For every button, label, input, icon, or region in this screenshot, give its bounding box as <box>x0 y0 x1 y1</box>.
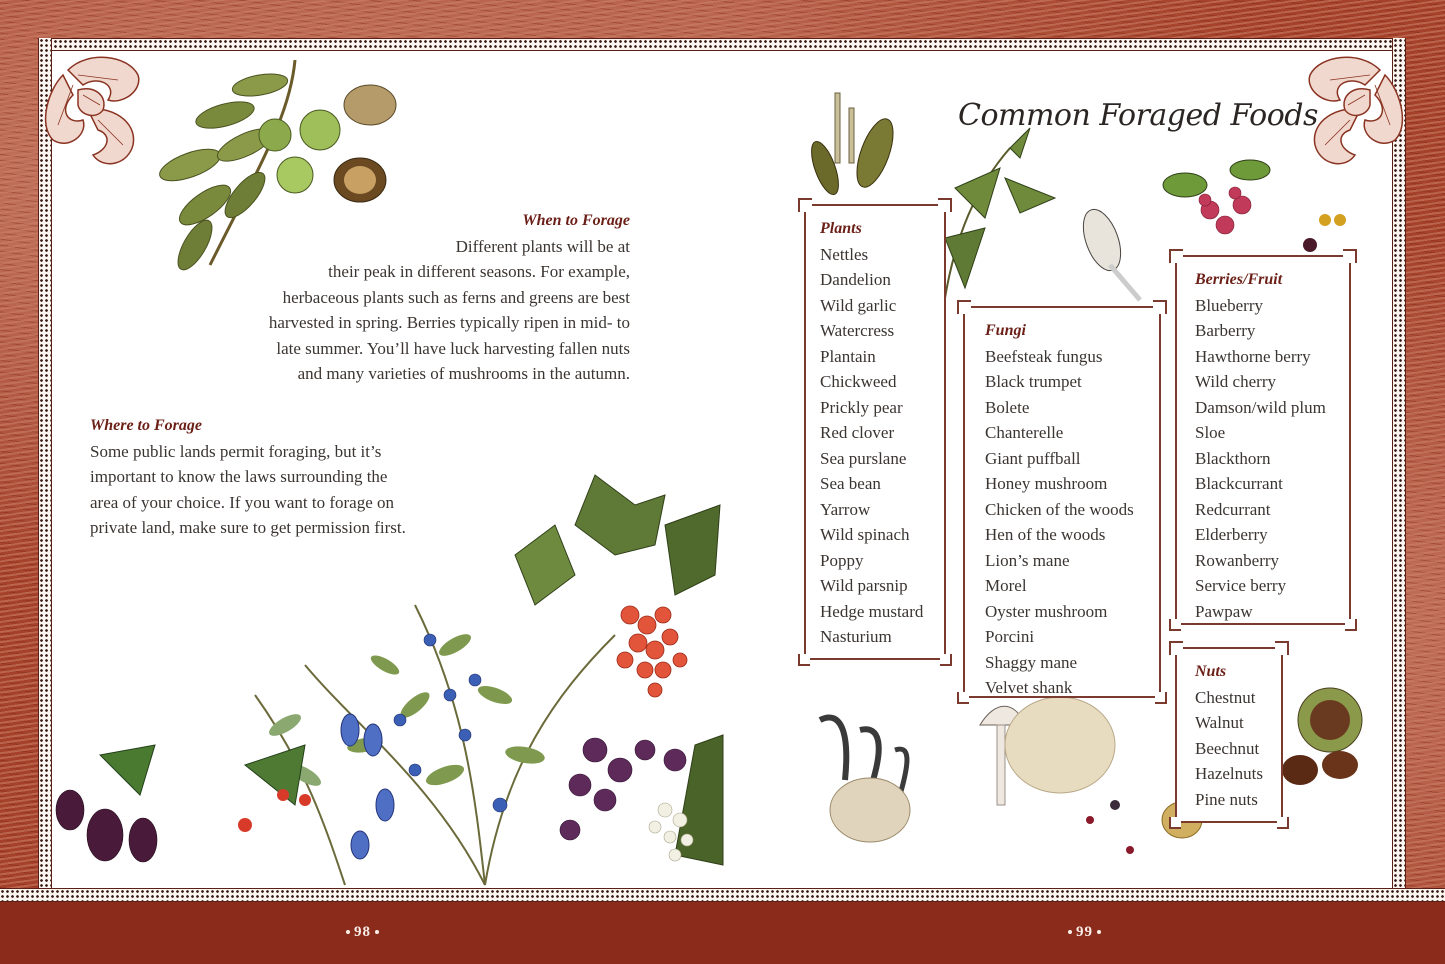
list-item: Nettles <box>820 244 869 264</box>
page-number-value: 99 <box>1076 924 1093 940</box>
raspberry-illustration <box>1160 155 1360 265</box>
list-heading: Berries/Fruit <box>1195 271 1283 288</box>
list-item: Poppy <box>820 550 864 570</box>
plants-list <box>820 242 944 650</box>
list-item: Chicken of the woods <box>985 499 1134 519</box>
paragraph-line: important to know the laws surrounding the <box>90 467 388 486</box>
list-item: Barberry <box>1195 321 1256 340</box>
plants-list-box <box>804 204 946 660</box>
list-item: Sea bean <box>820 474 881 493</box>
page-number-right <box>1064 924 1105 941</box>
list-item: Wild spinach <box>820 525 910 544</box>
list-item: Wild cherry <box>1195 372 1276 391</box>
list-item: Blueberry <box>1195 295 1263 315</box>
where-to-forage-section <box>90 413 470 541</box>
list-item: Shaggy mane <box>985 652 1078 672</box>
paragraph-line: their peak in different seasons. For example, <box>328 262 630 281</box>
when-to-forage-section <box>190 208 630 387</box>
list-item: Nasturium <box>820 627 892 646</box>
dotted-border-top <box>38 38 1406 51</box>
paragraph-line: and many varieties of mushrooms in the autumn. <box>297 364 630 383</box>
list-item: Pawpaw <box>1195 601 1253 621</box>
nuts-list <box>1195 685 1281 813</box>
paragraph-line: area of your choice. If you want to forage on <box>90 492 394 512</box>
list-item: Porcini <box>985 627 1035 646</box>
bullet-icon <box>375 930 379 934</box>
list-item: Hedge mustard <box>820 601 924 621</box>
list-item: Hazelnuts <box>1195 764 1263 783</box>
paragraph-line: Some public lands permit foraging, but it’s <box>90 441 382 461</box>
list-item: Service berry <box>1195 576 1287 595</box>
list-heading: Fungi <box>985 322 1026 339</box>
list-item: Wild garlic <box>820 295 897 315</box>
list-heading: Plants <box>820 220 862 237</box>
flower-ornament-icon <box>18 30 168 180</box>
list-item: Honey mushroom <box>985 474 1108 493</box>
paragraph-line: harvested in spring. Berries typically ripen in mid- to <box>268 313 630 332</box>
nuts-list-box <box>1175 647 1283 823</box>
list-item: Black trumpet <box>985 372 1082 391</box>
list-item: Watercress <box>820 321 895 340</box>
list-item: Lion’s mane <box>985 550 1070 570</box>
list-item: Sea purslane <box>820 448 907 468</box>
shaggy-mane-illustration <box>1080 205 1150 305</box>
page-number-value: 98 <box>354 924 371 940</box>
list-item: Rowanberry <box>1195 550 1280 570</box>
list-item: Morel <box>985 576 1027 595</box>
list-item: Chanterelle <box>985 423 1064 442</box>
black-trumpet-lions-mane-illustration <box>800 700 970 850</box>
list-item: Hen of the woods <box>985 525 1106 544</box>
berries-list <box>1195 293 1349 625</box>
list-item: Blackthorn <box>1195 448 1271 468</box>
list-item: Redcurrant <box>1195 499 1271 519</box>
list-item: Walnut <box>1195 713 1244 732</box>
list-item: Chickweed <box>820 372 897 391</box>
list-item: Beechnut <box>1195 738 1260 758</box>
list-item: Yarrow <box>820 499 871 519</box>
list-item: Oyster mushroom <box>985 601 1108 621</box>
puffball-mushroom-illustration <box>975 695 1155 865</box>
list-item: Prickly pear <box>820 397 903 417</box>
list-item: Velvet shank <box>985 678 1073 697</box>
list-item: Blackcurrant <box>1195 474 1283 493</box>
fungi-list-box <box>963 306 1161 698</box>
dotted-border-bottom <box>0 888 1445 902</box>
list-item: Elderberry <box>1195 525 1268 544</box>
list-item: Pine nuts <box>1195 789 1258 809</box>
paragraph-line: late summer. You’ll have luck harvesting fallen nuts <box>276 338 630 358</box>
footer-band <box>0 902 1445 964</box>
list-item: Wild parsnip <box>820 576 908 595</box>
berries-list-box <box>1175 255 1351 625</box>
page-number-left <box>342 924 383 941</box>
list-item: Chestnut <box>1195 687 1256 707</box>
list-item: Beefsteak fungus <box>985 346 1103 366</box>
bullet-icon <box>1068 930 1072 934</box>
list-item: Hawthorne berry <box>1195 346 1311 366</box>
list-item: Plantain <box>820 346 876 366</box>
list-item: Damson/wild plum <box>1195 397 1326 417</box>
page-title: Common Foraged Foods <box>958 98 1318 133</box>
list-item: Giant puffball <box>985 448 1081 468</box>
list-heading: Nuts <box>1195 663 1227 680</box>
paragraph-line: Different plants will be at <box>455 236 630 256</box>
fungi-list <box>985 344 1159 701</box>
paragraph-line: herbaceous plants such as ferns and greens are best <box>282 287 630 307</box>
bullet-icon <box>1097 930 1101 934</box>
section-heading: When to Forage <box>522 212 630 229</box>
list-item: Bolete <box>985 397 1030 417</box>
list-item: Red clover <box>820 423 895 442</box>
paragraph-line: private land, make sure to get permission first. <box>90 518 406 537</box>
list-item: Sloe <box>1195 423 1226 442</box>
section-heading: Where to Forage <box>90 417 202 434</box>
bullet-icon <box>346 930 350 934</box>
list-item: Dandelion <box>820 270 891 289</box>
